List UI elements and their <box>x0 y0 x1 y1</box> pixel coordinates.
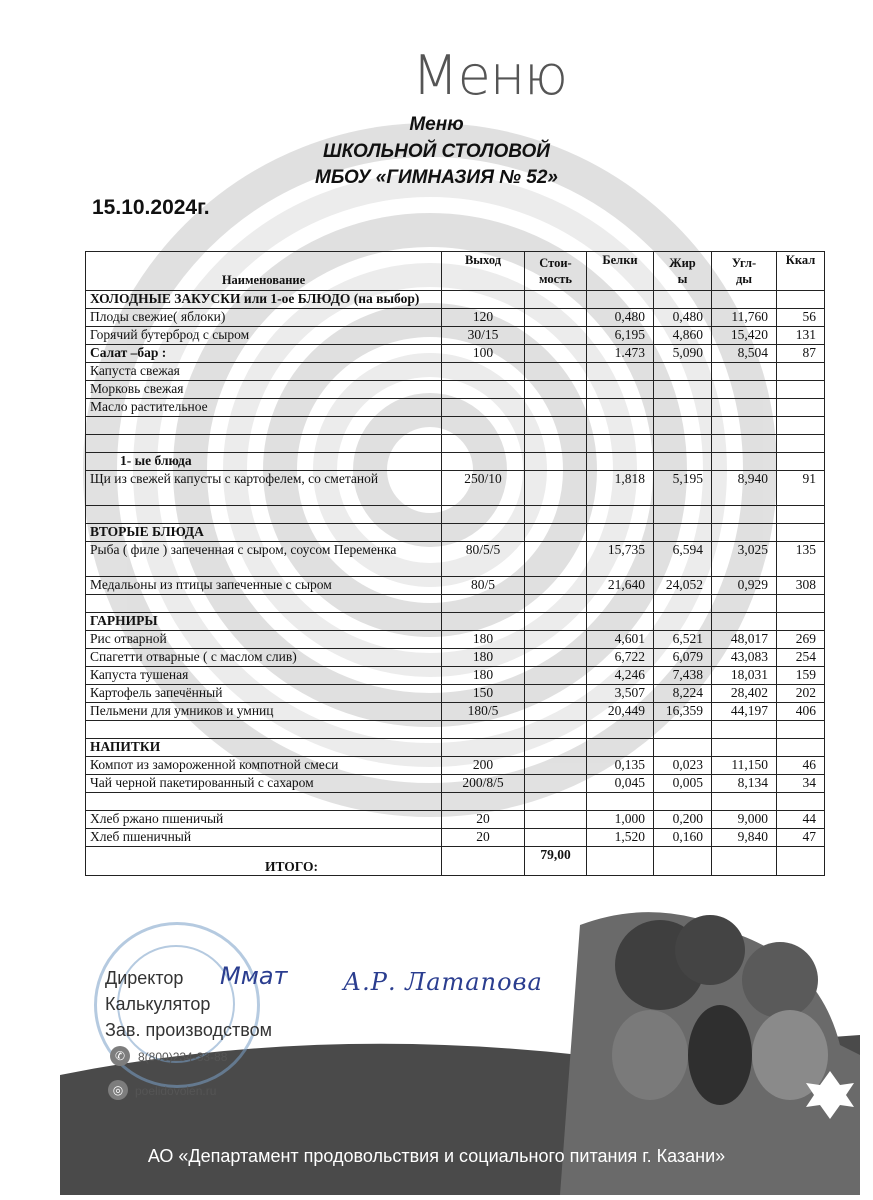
cell-name: Капуста свежая <box>86 363 442 381</box>
cell-carb <box>712 613 777 631</box>
cell-kcal: 308 <box>777 577 825 595</box>
cell-yield <box>442 721 525 739</box>
cell-yield <box>442 739 525 757</box>
cell-fat: 4,860 <box>654 327 712 345</box>
cell-fat <box>654 399 712 417</box>
table-row <box>86 381 825 399</box>
cell-protein: 1.473 <box>587 345 654 363</box>
cell-name: Компот из замороженной компотной смеси <box>86 757 442 775</box>
cell-protein <box>587 524 654 542</box>
table-row <box>86 721 825 739</box>
cell-kcal: 254 <box>777 649 825 667</box>
cell-name: НАПИТКИ <box>86 739 442 757</box>
section-row <box>86 524 825 542</box>
cell-name: Плоды свежие( яблоки) <box>86 309 442 327</box>
cell-protein <box>587 793 654 811</box>
cell-name: Горячий бутерброд с сыром <box>86 327 442 345</box>
table-row <box>86 309 825 327</box>
cell-cost <box>525 309 587 327</box>
cell-name <box>86 435 442 453</box>
cell-fat <box>654 793 712 811</box>
cell-protein <box>587 506 654 524</box>
menu-date: 15.10.2024г. <box>92 196 210 219</box>
cell-name: ГАРНИРЫ <box>86 613 442 631</box>
cell-cost <box>525 775 587 793</box>
cell-cost <box>525 542 587 577</box>
cell-fat: 24,052 <box>654 577 712 595</box>
cell-name: Салат –бар : <box>86 345 442 363</box>
cell-yield <box>442 399 525 417</box>
cell-yield: 180 <box>442 649 525 667</box>
cell-cost <box>525 631 587 649</box>
cell-protein: 0,045 <box>587 775 654 793</box>
table-row <box>86 577 825 595</box>
cell-fat <box>654 435 712 453</box>
cell-fat: 0,160 <box>654 829 712 847</box>
cell-carb: 43,083 <box>712 649 777 667</box>
table-row <box>86 631 825 649</box>
cell-carb <box>712 381 777 399</box>
cell-fat: 7,438 <box>654 667 712 685</box>
cell-cost <box>525 363 587 381</box>
cell-carb <box>712 721 777 739</box>
cell-cost <box>525 793 587 811</box>
section-row <box>86 453 825 471</box>
cell-yield: 250/10 <box>442 471 525 506</box>
cell-yield: 180 <box>442 667 525 685</box>
cell-protein: 0,135 <box>587 757 654 775</box>
table-row <box>86 595 825 613</box>
cell-yield: 20 <box>442 829 525 847</box>
cell-fat: 8,224 <box>654 685 712 703</box>
table-row <box>86 667 825 685</box>
table-row <box>86 417 825 435</box>
cell-yield: 100 <box>442 345 525 363</box>
cell-carb: 11,150 <box>712 757 777 775</box>
cell-cost <box>525 595 587 613</box>
cell-carb <box>712 363 777 381</box>
header-cost: Стои- мость <box>525 252 587 291</box>
cell-protein: 3,507 <box>587 685 654 703</box>
cell-kcal: 56 <box>777 309 825 327</box>
cell-cost <box>525 739 587 757</box>
cell-kcal: 406 <box>777 703 825 721</box>
cell-carb <box>712 417 777 435</box>
cell-name: Масло растительное <box>86 399 442 417</box>
phone-number: 8(800)234-33-88 <box>138 1050 228 1064</box>
cell-fat <box>654 291 712 309</box>
cell-yield: 80/5 <box>442 577 525 595</box>
cell-fat <box>654 363 712 381</box>
total-label: ИТОГО: <box>86 847 442 876</box>
cell-carb <box>712 435 777 453</box>
header-carb: Угл- ды <box>712 252 777 291</box>
cell-kcal: 159 <box>777 667 825 685</box>
cell-fat <box>654 595 712 613</box>
cell-fat: 0,480 <box>654 309 712 327</box>
cell-kcal: 44 <box>777 811 825 829</box>
cell-cost <box>525 703 587 721</box>
section-row <box>86 291 825 309</box>
cell-kcal: 34 <box>777 775 825 793</box>
cell-name: Пельмени для умников и умниц <box>86 703 442 721</box>
cell-fat: 5,090 <box>654 345 712 363</box>
cell-protein: 20,449 <box>587 703 654 721</box>
cell-protein <box>587 381 654 399</box>
cell-cost <box>525 291 587 309</box>
cell-cost <box>525 453 587 471</box>
cell-fat <box>654 417 712 435</box>
cell-name <box>86 793 442 811</box>
cell-yield <box>442 453 525 471</box>
cell-cost <box>525 613 587 631</box>
cell-yield: 80/5/5 <box>442 542 525 577</box>
website: poelidovolen.ru <box>135 1084 217 1098</box>
cell-carb <box>712 291 777 309</box>
cell-kcal <box>777 793 825 811</box>
cell-protein <box>587 721 654 739</box>
cell-fat <box>654 453 712 471</box>
table-row <box>86 327 825 345</box>
cell-protein: 4,601 <box>587 631 654 649</box>
cell-kcal <box>777 595 825 613</box>
cell-kcal <box>777 506 825 524</box>
table-row <box>86 775 825 793</box>
cell-yield: 180/5 <box>442 703 525 721</box>
cell-yield <box>442 435 525 453</box>
cell-carb <box>712 524 777 542</box>
cell-yield: 200/8/5 <box>442 775 525 793</box>
header-fat: Жир ы <box>654 252 712 291</box>
cell-fat <box>654 506 712 524</box>
section-row <box>86 613 825 631</box>
cell-cost <box>525 345 587 363</box>
cell-cost <box>525 757 587 775</box>
cell-kcal <box>777 739 825 757</box>
header-protein: Белки <box>587 252 654 291</box>
cell-cost <box>525 327 587 345</box>
cell-yield <box>442 524 525 542</box>
cell-cost <box>525 829 587 847</box>
cell-name: ВТОРЫЕ БЛЮДА <box>86 524 442 542</box>
cell-yield <box>442 381 525 399</box>
cell-carb <box>712 453 777 471</box>
cell-cost <box>525 649 587 667</box>
cell-name <box>86 721 442 739</box>
cell-cost <box>525 399 587 417</box>
cell-name: Рис отварной <box>86 631 442 649</box>
cell-protein: 6,195 <box>587 327 654 345</box>
cell-yield <box>442 417 525 435</box>
cell-kcal: 46 <box>777 757 825 775</box>
cell-carb <box>712 739 777 757</box>
cell-kcal: 87 <box>777 345 825 363</box>
cell-kcal: 91 <box>777 471 825 506</box>
header-name: Наименование <box>86 252 442 291</box>
total-cost: 79,00 <box>525 847 587 876</box>
title-menu: Меню <box>409 114 464 135</box>
cell-protein: 1,520 <box>587 829 654 847</box>
cell-carb: 18,031 <box>712 667 777 685</box>
cell-fat: 0,023 <box>654 757 712 775</box>
cell-name: Хлеб ржано пшеничый <box>86 811 442 829</box>
cell-name: Капуста тушеная <box>86 667 442 685</box>
cell-yield: 120 <box>442 309 525 327</box>
cell-protein <box>587 417 654 435</box>
cell-carb: 9,840 <box>712 829 777 847</box>
cell-protein <box>587 739 654 757</box>
cell-name: Картофель запечённый <box>86 685 442 703</box>
cell-fat: 6,594 <box>654 542 712 577</box>
cell-carb: 48,017 <box>712 631 777 649</box>
cell-kcal <box>777 453 825 471</box>
cell-name: Рыба ( филе ) запеченная с сыром, соусом Переменка <box>86 542 442 577</box>
cell-cost <box>525 524 587 542</box>
cell-fat <box>654 524 712 542</box>
cell-cost <box>525 685 587 703</box>
cell-carb: 8,940 <box>712 471 777 506</box>
cell-yield: 20 <box>442 811 525 829</box>
cell-cost <box>525 381 587 399</box>
cell-cost <box>525 811 587 829</box>
cell-name: Медальоны из птицы запеченные с сыром <box>86 577 442 595</box>
cell-yield <box>442 793 525 811</box>
cell-protein: 4,246 <box>587 667 654 685</box>
cell-carb: 28,402 <box>712 685 777 703</box>
section-row <box>86 739 825 757</box>
cell-name: Щи из свежей капусты с картофелем, со сметаной <box>86 471 442 506</box>
cell-kcal <box>777 524 825 542</box>
table-row <box>86 542 825 577</box>
cell-kcal <box>777 399 825 417</box>
table-row <box>86 829 825 847</box>
cell-yield <box>442 291 525 309</box>
table-row <box>86 757 825 775</box>
cell-fat: 0,200 <box>654 811 712 829</box>
cell-kcal <box>777 417 825 435</box>
cell-fat <box>654 721 712 739</box>
cell-name <box>86 506 442 524</box>
total-row <box>86 847 825 876</box>
cell-kcal <box>777 613 825 631</box>
table-row <box>86 506 825 524</box>
table-row <box>86 685 825 703</box>
cell-name: Спагетти отварные ( с маслом слив) <box>86 649 442 667</box>
handwritten-title: Меню <box>412 44 567 107</box>
cell-kcal: 47 <box>777 829 825 847</box>
cell-protein <box>587 399 654 417</box>
cell-yield <box>442 595 525 613</box>
cell-fat: 0,005 <box>654 775 712 793</box>
cell-kcal <box>777 435 825 453</box>
cell-carb <box>712 793 777 811</box>
cell-cost <box>525 667 587 685</box>
cell-carb: 15,420 <box>712 327 777 345</box>
cell-carb: 3,025 <box>712 542 777 577</box>
header-kcal: Ккал <box>777 252 825 291</box>
cell-carb <box>712 595 777 613</box>
cell-fat: 6,079 <box>654 649 712 667</box>
table-row <box>86 435 825 453</box>
globe-icon: ◎ <box>108 1080 128 1100</box>
cell-protein: 21,640 <box>587 577 654 595</box>
cell-carb: 0,929 <box>712 577 777 595</box>
header-yield: Выход <box>442 252 525 291</box>
cell-name: Морковь свежая <box>86 381 442 399</box>
cell-protein <box>587 453 654 471</box>
cell-yield <box>442 613 525 631</box>
table-row <box>86 811 825 829</box>
cell-name: 1- ые блюда <box>86 453 442 471</box>
label-director: Директор <box>105 968 184 988</box>
cell-yield: 150 <box>442 685 525 703</box>
cell-yield: 30/15 <box>442 327 525 345</box>
cell-carb: 9,000 <box>712 811 777 829</box>
cell-fat: 16,359 <box>654 703 712 721</box>
cell-cost <box>525 721 587 739</box>
signature-name: А.Р. Латапова <box>343 968 543 996</box>
cell-name: Хлеб пшеничный <box>86 829 442 847</box>
cell-cost <box>525 506 587 524</box>
cell-carb: 8,134 <box>712 775 777 793</box>
cell-protein: 1,818 <box>587 471 654 506</box>
cell-cost <box>525 417 587 435</box>
table-header-row <box>86 252 825 291</box>
cell-carb <box>712 399 777 417</box>
cell-protein <box>587 613 654 631</box>
cell-kcal: 135 <box>777 542 825 577</box>
cell-yield <box>442 506 525 524</box>
cell-protein: 1,000 <box>587 811 654 829</box>
cell-cost <box>525 471 587 506</box>
table-row <box>86 345 825 363</box>
cell-carb: 44,197 <box>712 703 777 721</box>
cell-kcal <box>777 363 825 381</box>
cell-carb: 11,760 <box>712 309 777 327</box>
menu-table <box>85 251 825 876</box>
cell-fat: 5,195 <box>654 471 712 506</box>
cell-kcal <box>777 291 825 309</box>
table-row <box>86 471 825 506</box>
cell-protein <box>587 435 654 453</box>
label-calculator: Калькулятор <box>105 994 211 1014</box>
cell-name: ХОЛОДНЫЕ ЗАКУСКИ или 1-ое БЛЮДО (на выбор) <box>86 291 442 309</box>
cell-yield: 200 <box>442 757 525 775</box>
cell-kcal <box>777 721 825 739</box>
cell-kcal: 131 <box>777 327 825 345</box>
table-row <box>86 399 825 417</box>
cell-carb: 8,504 <box>712 345 777 363</box>
cell-fat <box>654 739 712 757</box>
cell-protein <box>587 291 654 309</box>
label-production-manager: Зав. производством <box>105 1020 272 1040</box>
cell-fat: 6,521 <box>654 631 712 649</box>
table-row <box>86 363 825 381</box>
phone-icon: ✆ <box>110 1046 130 1066</box>
cell-fat <box>654 613 712 631</box>
cell-protein: 15,735 <box>587 542 654 577</box>
cell-kcal: 202 <box>777 685 825 703</box>
director-signature: Ммат <box>220 962 288 990</box>
cell-fat <box>654 381 712 399</box>
cell-protein <box>587 595 654 613</box>
table-row <box>86 703 825 721</box>
cell-cost <box>525 435 587 453</box>
cell-protein <box>587 363 654 381</box>
cell-name <box>86 595 442 613</box>
cell-name: Чай черной пакетированный с сахаром <box>86 775 442 793</box>
title-school: МБОУ «ГИМНАЗИЯ № 52» <box>315 167 558 188</box>
cell-protein: 0,480 <box>587 309 654 327</box>
table-row <box>86 793 825 811</box>
cell-carb <box>712 506 777 524</box>
cell-yield <box>442 363 525 381</box>
table-row <box>86 649 825 667</box>
cell-name <box>86 417 442 435</box>
cell-yield: 180 <box>442 631 525 649</box>
cell-kcal <box>777 381 825 399</box>
department-name: АО «Департамент продовольствия и социального питания г. Казани» <box>147 1146 726 1166</box>
cell-protein: 6,722 <box>587 649 654 667</box>
cell-cost <box>525 577 587 595</box>
title-canteen: ШКОЛЬНОЙ СТОЛОВОЙ <box>323 141 550 162</box>
cell-kcal: 269 <box>777 631 825 649</box>
